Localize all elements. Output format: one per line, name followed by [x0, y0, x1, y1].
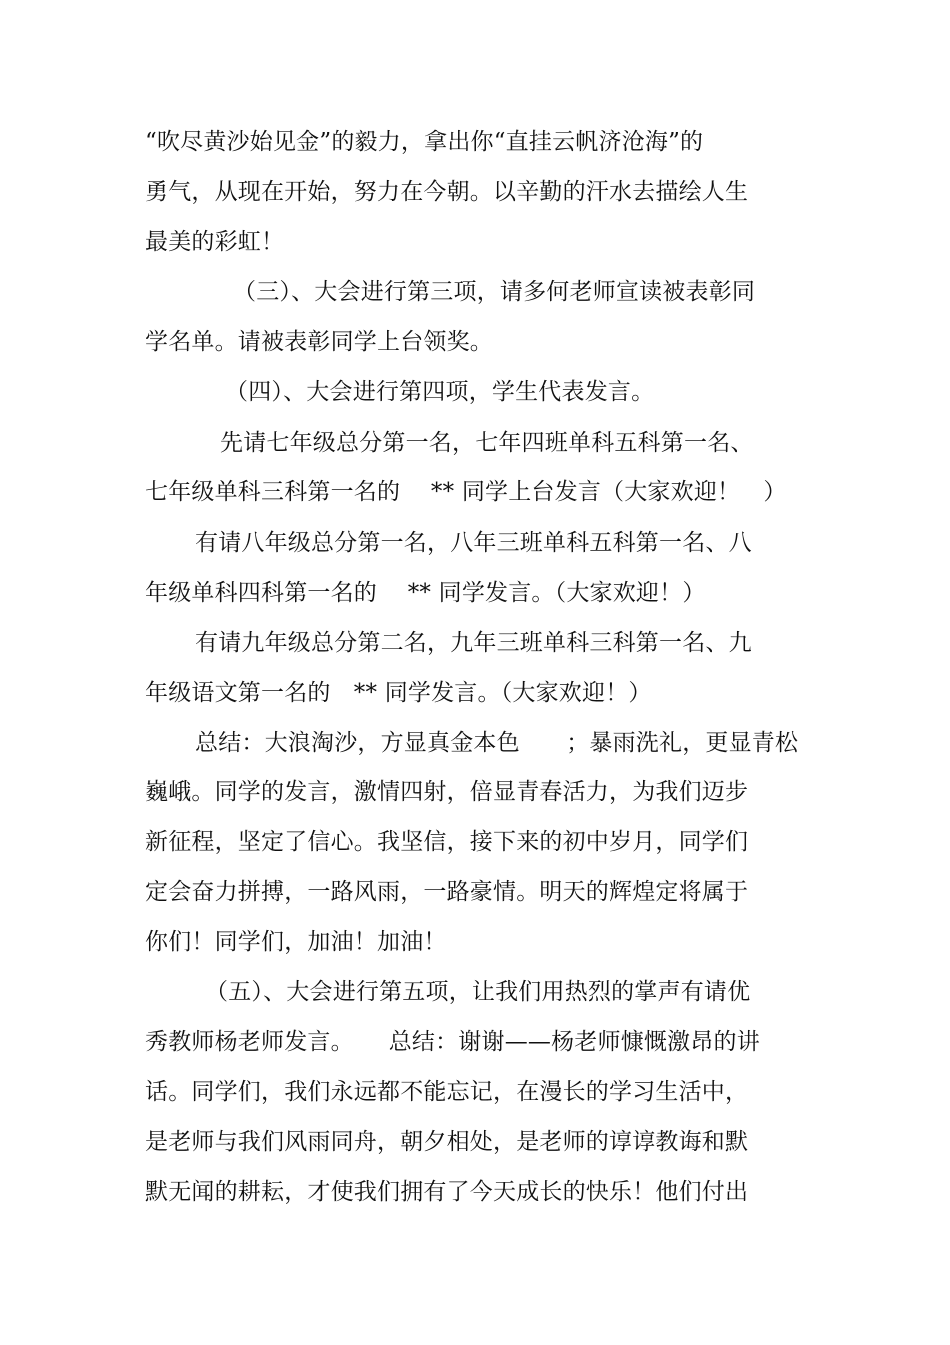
text-line-11: 有请九年级总分第二名，九年三班单科三科第一名、九: [195, 630, 752, 656]
text-line-1: “吹尽黄沙始见金”的毅力，拿出你“直挂云帆济沧海”的: [145, 129, 704, 155]
text-line-17: 你们！同学们，加油！加油！: [145, 929, 447, 955]
text-line-4: （三）、大会进行第三项，请多何老师宣读被表彰同: [233, 279, 756, 305]
text-line-8: 七年级单科三科第一名的 ** 同学上台发言（大家欢迎！ ）: [145, 479, 787, 505]
text-line-14: 巍峨。同学的发言，激情四射，倍显青春活力，为我们迈步: [145, 779, 749, 805]
text-line-6: （四）、大会进行第四项，学生代表发言。: [225, 379, 655, 405]
text-line-15: 新征程，坚定了信心。我坚信，接下来的初中岁月，同学们: [145, 829, 749, 855]
text-line-12: 年级语文第一名的 ** 同学发言。（大家欢迎！）: [145, 680, 652, 706]
text-line-20: 话。同学们，我们永远都不能忘记，在漫长的学习生活中，: [145, 1079, 749, 1105]
text-line-13: 总结：大浪淘沙，方显真金本色 ；暴雨洗礼，更显青松: [195, 730, 799, 756]
text-line-3: 最美的彩虹！: [145, 229, 285, 255]
text-line-2: 勇气，从现在开始，努力在今朝。以辛勤的汗水去描绘人生: [145, 179, 749, 205]
text-line-18: （五）、大会进行第五项，让我们用热烈的掌声有请优: [205, 979, 751, 1005]
text-line-16: 定会奋力拼搏，一路风雨，一路豪情。明天的辉煌定将属于: [145, 879, 749, 905]
text-line-10: 年级单科四科第一名的 ** 同学发言。（大家欢迎！）: [145, 580, 706, 606]
text-line-19: 秀教师杨老师发言。 总结：谢谢——杨老师慷慨激昂的讲: [145, 1029, 760, 1055]
text-line-5: 学名单。请被表彰同学上台领奖。: [145, 329, 493, 355]
text-line-9: 有请八年级总分第一名，八年三班单科五科第一名、八: [195, 530, 752, 556]
text-line-22: 默无闻的耕耘，才使我们拥有了今天成长的快乐！他们付出: [145, 1179, 749, 1205]
text-line-21: 是老师与我们风雨同舟，朝夕相处，是老师的谆谆教诲和默: [145, 1129, 749, 1155]
text-line-7: 先请七年级总分第一名，七年四班单科五科第一名、: [220, 430, 754, 456]
